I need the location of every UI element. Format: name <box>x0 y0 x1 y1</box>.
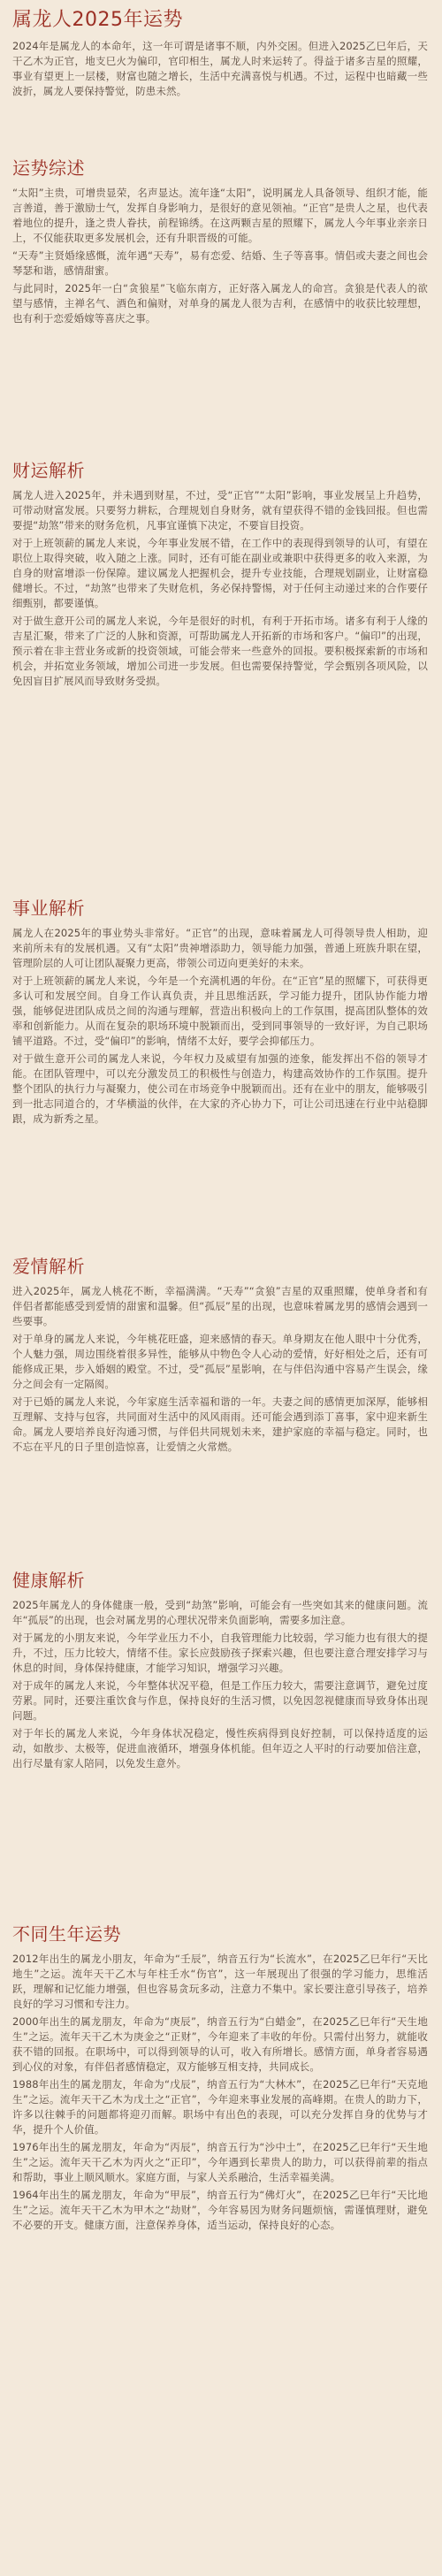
paragraph: 属龙人进入2025年，并未遇到财星，不过，受“正官”“太阳”影响，事业发展呈上升趋势，可带动财富发展。只要努力耕耘，合理规划自身财务，就有望获得不错的金钱回报。但也需要提“劫煞”带来的财务危机，凡事宜谨慎下决定，不要盲目投资。 <box>12 489 428 531</box>
paragraph: 对于做生意开公司的属龙人来说，今年是很好的时机，有利于开拓市场。诸多有利于人缘的吉星汇聚，带来了广泛的人脉和资源，可帮助属龙人开拓新的市场和客户。“偏印”的出现，预示着在非主营业务或新的投资领域，可能会带来一些意外的回报。要积极探索新的市场和机会，并拓宽业务领域，增加公司进一步发展。但也需要保持警觉，学会甄别各项风险，以免因盲目扩展风而导致财务受损。 <box>12 615 428 687</box>
section-title: 运势综述 <box>12 157 85 179</box>
paragraph: 对于成年的属龙人来说，今年整体状况平稳，但是工作压力较大，需要注意调节，避免过度劳累。同时，还要注重饮食与作息，保持良好的生活习惯，以免因忽视健康而导致身体出现问题。 <box>12 1679 428 1722</box>
section-birth-years <box>12 1923 428 2233</box>
paragraph: “太阳”主贵，可增贵显荣，名声显达。流年逢“太阳”，说明属龙人具备领导、组织才能，能言善道，善于激励士气，发挥自身影响力，是很好的意见领袖。“正官”是贵人之星，也代表着地位的提升，逢之贵人眷扶，前程锦绣。在这两颗吉星的照耀下，属龙人今年事业亲亲日上，不仅能获取更多发展机会，还有升职晋级的可能。 <box>12 187 428 244</box>
section-summary <box>12 157 428 326</box>
paragraph: 2024年是属龙人的本命年，这一年可谓是诸事不顺，内外交困。但进入2025乙巳年后，天干乙木为正官，地支巳火为偏印，官印相生，属龙人时来运转了。得益于诸多吉星的照耀，事业有望更上一层楼，财富也随之增长，生活中充满喜悦与机遇。不过，运程中也暗藏一些波折，属龙人要保持警觉，防患未然。 <box>12 40 428 97</box>
paragraph: 1988年出生的属龙朋友，年命为“戊辰”，纳音五行为“大林木”，在2025乙巳年行“天克地生”之运。流年天干乙木为戊土之“正官”，今年迎来事业发展的高峰期。在贵人的助力下，许多以往棘手的问题都将迎刃而解。职场中有出色的表现，可以充分发挥自身的优势与才华，提升个人价值。 <box>12 2078 428 2136</box>
paragraph: 1976年出生的属龙朋友，年命为“丙辰”，纳音五行为“沙中土”，在2025乙巳年行“天生地生”之运。流年天干乙木为丙火之“正印”，今年遇到长辈贵人的助力，可以获得前辈的指点和帮助，事业上顺风顺水。家庭方面，与家人关系融洽，生活幸福美满。 <box>12 2141 428 2183</box>
paragraph: 进入2025年，属龙人桃花不断，幸福满满。“天寿”“贪狼”吉星的双重照耀，使单身者和有伴侣者都能感受到爱情的甜蜜和温馨。但“孤辰”星的出现，也意味着属龙男的感情会遇到一些要事。 <box>12 1285 428 1327</box>
section-overview-2025 <box>12 9 428 99</box>
paragraph: 对于做生意开公司的属龙人来说，今年权力及威望有加强的迹象，能发挥出不俗的领导才能。在团队管理中，可以充分激发员工的积极性与创造力，构建高效协作的工作氛围。提升整个团队的执行力与凝聚力，使公司在市场竞争中脱颖而出。还有在业中的朋友，能够吸引到一批志同道合的，才华横溢的伙伴，在大家的齐心协力下，可让公司迅速在行业中站稳脚跟，成为新秀之星。 <box>12 1052 428 1125</box>
paragraph: 对于单身的属龙人来说，今年桃花旺盛，迎来感情的春天。单身期友在他人眼中十分优秀，个人魅力强，周边围绕着很多异性，能够从中物色令人心动的爱情，好好相处之后，还有可能修成正果，步入婚姻的殿堂。不过，受“孤辰”星影响，在与伴侣沟通中容易产生误会，缘分之间会有一定隔阂。 <box>12 1333 428 1390</box>
paragraph: “天寿”主贤婚缘感慨，流年遇“天寿”，易有恋爱、结婚、生子等喜事。情侣或夫妻之间也会琴瑟和谐，感情甜蜜。 <box>12 249 428 277</box>
section-title: 不同生年运势 <box>12 1923 121 1945</box>
paragraph: 对于已婚的属龙人来说，今年家庭生活幸福和谐的一年。夫妻之间的感情更加深厚，能够相互理解、支持与包容，共同面对生活中的风风雨雨。还可能会遇到添丁喜事，家中迎来新生命。属龙人要培养良好沟通习惯，与伴侣共同规划未来，建护家庭的幸福与稳定。同时，也不忘在平凡的日子里创造惊喜，让爱情之火常燃。 <box>12 1395 428 1453</box>
paragraph: 1964年出生的属龙朋友，年命为“甲辰”，纳音五行为“佛灯火”，在2025乙巳年行“天比地生”之运。流年天干乙木为甲木之“劫财”，今年容易因为财务问题烦恼，需谨慎理财，避免不必要的开支。健康方面，注意保养身体，适当运动，保持良好的心态。 <box>12 2189 428 2231</box>
paragraph: 2012年出生的属龙小朋友，年命为“壬辰”，纳音五行为“长流水”，在2025乙巳年行“天比地生”之运。流年天干乙木与年柱壬水“伤官”，这一年展现出了很强的学习能力，思维活跃，理解和记忆能力增强，但也容易贪玩多动，注意力不集中。家长要注意引导孩子，培养良好的学习习惯和专注力。 <box>12 1953 428 2010</box>
paragraph: 属龙人在2025年的事业势头非常好。“正官”的出现，意味着属龙人可得领导贵人相助，迎来前所未有的发展机遇。又有“太阳”贵神增添助力，领导能力加强，普通上班族升职在望，管理阶层的人可让团队凝聚力更高，带领公司迈向更美好的未来。 <box>12 927 428 969</box>
page-title: 属龙人2025年运势 <box>12 9 183 31</box>
section-wealth <box>12 460 428 689</box>
paragraph: 对于年长的属龙人来说，今年身体状况稳定，慢性疾病得到良好控制，可以保持适度的运动，如散步、太极等，促进血液循环，增强身体机能。但年迈之人平时的行动要加倍注意，出行尽量有家人陪同，以免发生意外。 <box>12 1727 428 1770</box>
paragraph: 对于属龙的小朋友来说，今年学业压力不小，自我管理能力比较弱，学习能力也有很大的提升，不过，压力比较大，情绪不佳。家长应鼓励孩子探索兴趣，但也要注意合理安排学习与休息的时间，身体保持健康，才能学习知识，增强学习兴趣。 <box>12 1632 428 1674</box>
section-title: 爱情解析 <box>12 1256 85 1277</box>
paragraph: 与此同时，2025年一白“贪狼星”飞临东南方，正好落入属龙人的命宫。贪狼是代表人的欲望与感情，主禅名气、酒色和偏财，对单身的属龙人很为吉利，在感情中的收获比较理想，也有利于恋爱婚嫁等喜庆之事。 <box>12 282 428 325</box>
paragraph: 对于上班领薪的属龙人来说，今年事业发展不错，在工作中的表现得到领导的认可，有望在职位上取得突破，收入随之上涨。同时，还有可能在副业或兼职中获得更多的收入来源，为自身的财富增添一份保障。建议属龙人把握机会，提升专业技能，合理规划副业，让财富稳健增长。不过，“劫煞”也带来了失财危机，务必保持警惕，对于任何主动递过来的合作要仔细甄别，都要谨慎。 <box>12 537 428 609</box>
paragraph: 对于上班领薪的属龙人来说，今年是一个充满机遇的年份。在“正官”星的照耀下，可获得更多认可和发展空间。自身工作认真负责，并且思维活跃，学习能力提升，团队协作能力增强，能够促进团队成员之间的沟通与理解，营造出积极向上的工作氛围，提高团队整体的效率和创新能力。从而在复杂的职场环境中脱颖而出，受到同事领导的一致好评，为自己职场铺平道路。不过，受“偏印”的影响，情绪不太好，要学会抑郁压力。 <box>12 975 428 1047</box>
section-title: 财运解析 <box>12 460 85 481</box>
section-title: 健康解析 <box>12 1570 85 1591</box>
paragraph: 2025年属龙人的身体健康一般，受到“劫煞”影响，可能会有一些突如其来的健康问题。流年“孤辰”的出现，也会对属龙男的心理状况带来负面影响，需要多加注意。 <box>12 1599 428 1626</box>
section-health <box>12 1570 428 1771</box>
section-career <box>12 898 428 1127</box>
section-love <box>12 1256 428 1455</box>
paragraph: 2000年出生的属龙朋友，年命为“庚辰”，纳音五行为“白蜡金”，在2025乙巳年行“天生地生”之运。流年天干乙木为庚金之“正财”，今年迎来了丰收的年份。只需付出努力，就能收获不错的回报。在职场中，可以得到领导的认可，收入有所增长。感情方面，单身者容易遇到心仪的对象，有伴侣者感情稳定，双方能够互相支持，共同成长。 <box>12 2015 428 2073</box>
section-title: 事业解析 <box>12 898 85 919</box>
